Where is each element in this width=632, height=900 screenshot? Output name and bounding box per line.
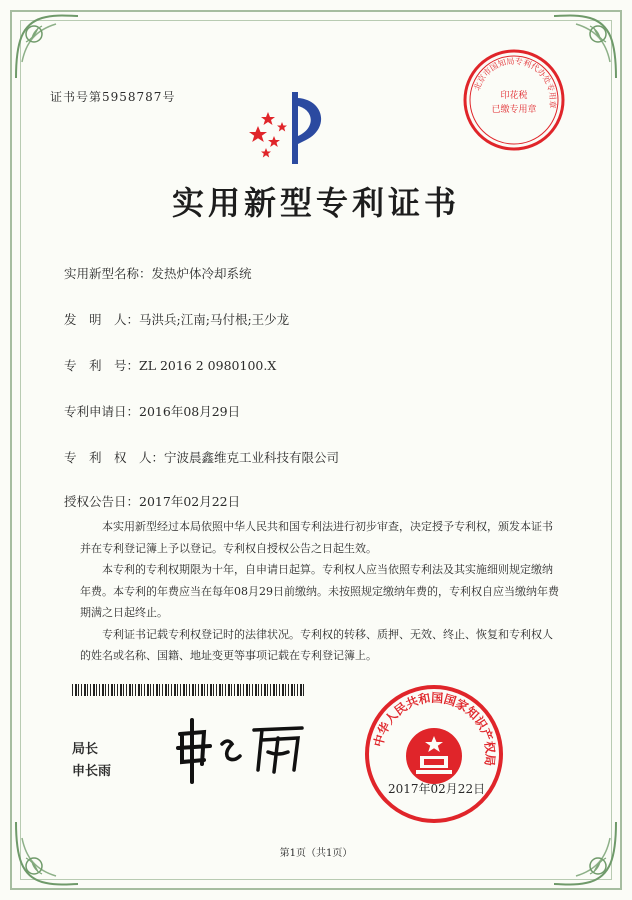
barcode (72, 684, 306, 696)
field-label: 发 明 人： (64, 312, 140, 327)
body-paragraph: 专利证书记载专利权登记时的法律状况。专利权的转移、质押、无效、终止、恢复和专利权人的姓名或名称、国籍、地址变更等事项记载在专利登记簿上。 (80, 627, 553, 662)
field-value: 发热炉体冷却系统 (151, 266, 252, 281)
tax-paid-stamp (462, 48, 566, 152)
field-value: 2016年08月29日 (139, 404, 241, 419)
certificate-body (80, 516, 560, 667)
field-inventors (64, 310, 289, 328)
field-grant-date (64, 492, 240, 510)
field-value: 马洪兵;江南;马付根;王少龙 (139, 312, 290, 327)
official-seal (364, 684, 504, 824)
corner-ornament (12, 12, 82, 82)
director-signature (170, 716, 310, 786)
field-label: 实用新型名称： (64, 266, 152, 281)
field-patent-number (64, 356, 276, 374)
seal-date: 2017年02月22日 (388, 782, 486, 796)
body-paragraph: 本专利的专利权期限为十年，自申请日起算。专利权人应当依照专利法及其实施细则规定缴纳年费。本专利的年费应当在每年08月29日前缴纳。未按照规定缴纳年费的，专利权自应当缴纳年费期满之日起终止。 (80, 563, 559, 619)
seal-ring-text: 中华人民共和国国家知识产权局 (371, 690, 498, 767)
field-filing-date (64, 402, 240, 420)
patent-office-logo-icon (244, 88, 334, 168)
field-patentee (64, 448, 339, 466)
page-title: 实用新型专利证书 (171, 184, 460, 222)
page-number: 第1页（共1页） (279, 848, 353, 859)
certificate-number: 证书号第5958787号 (50, 90, 176, 104)
body-paragraph: 本实用新型经过本局依照中华人民共和国专利法进行初步审查，决定授予专利权，颁发本证书并在专利登记簿上予以登记。专利权自授权公告之日起生效。 (80, 520, 553, 555)
field-value: 宁波晨鑫维克工业科技有限公司 (164, 450, 340, 465)
national-emblem-icon (406, 728, 462, 784)
stamp-ring-text: 北京市国知局专利代办处专用章 (472, 56, 558, 109)
field-value: 2017年02月22日 (139, 494, 241, 509)
stamp-center-line-2: 已缴专用章 (491, 105, 537, 115)
director-name: 申长雨 (72, 764, 112, 779)
field-utility-model-name (64, 264, 252, 282)
field-value: ZL 2016 2 0980100.X (139, 358, 277, 373)
field-label: 专 利 号： (64, 358, 140, 373)
field-label: 专利申请日： (64, 404, 140, 419)
stamp-center-line-1: 印花税 (500, 91, 528, 101)
field-label: 专 利 权 人： (64, 450, 165, 465)
director-title: 局长 (72, 742, 99, 757)
field-label: 授权公告日： (64, 494, 140, 509)
